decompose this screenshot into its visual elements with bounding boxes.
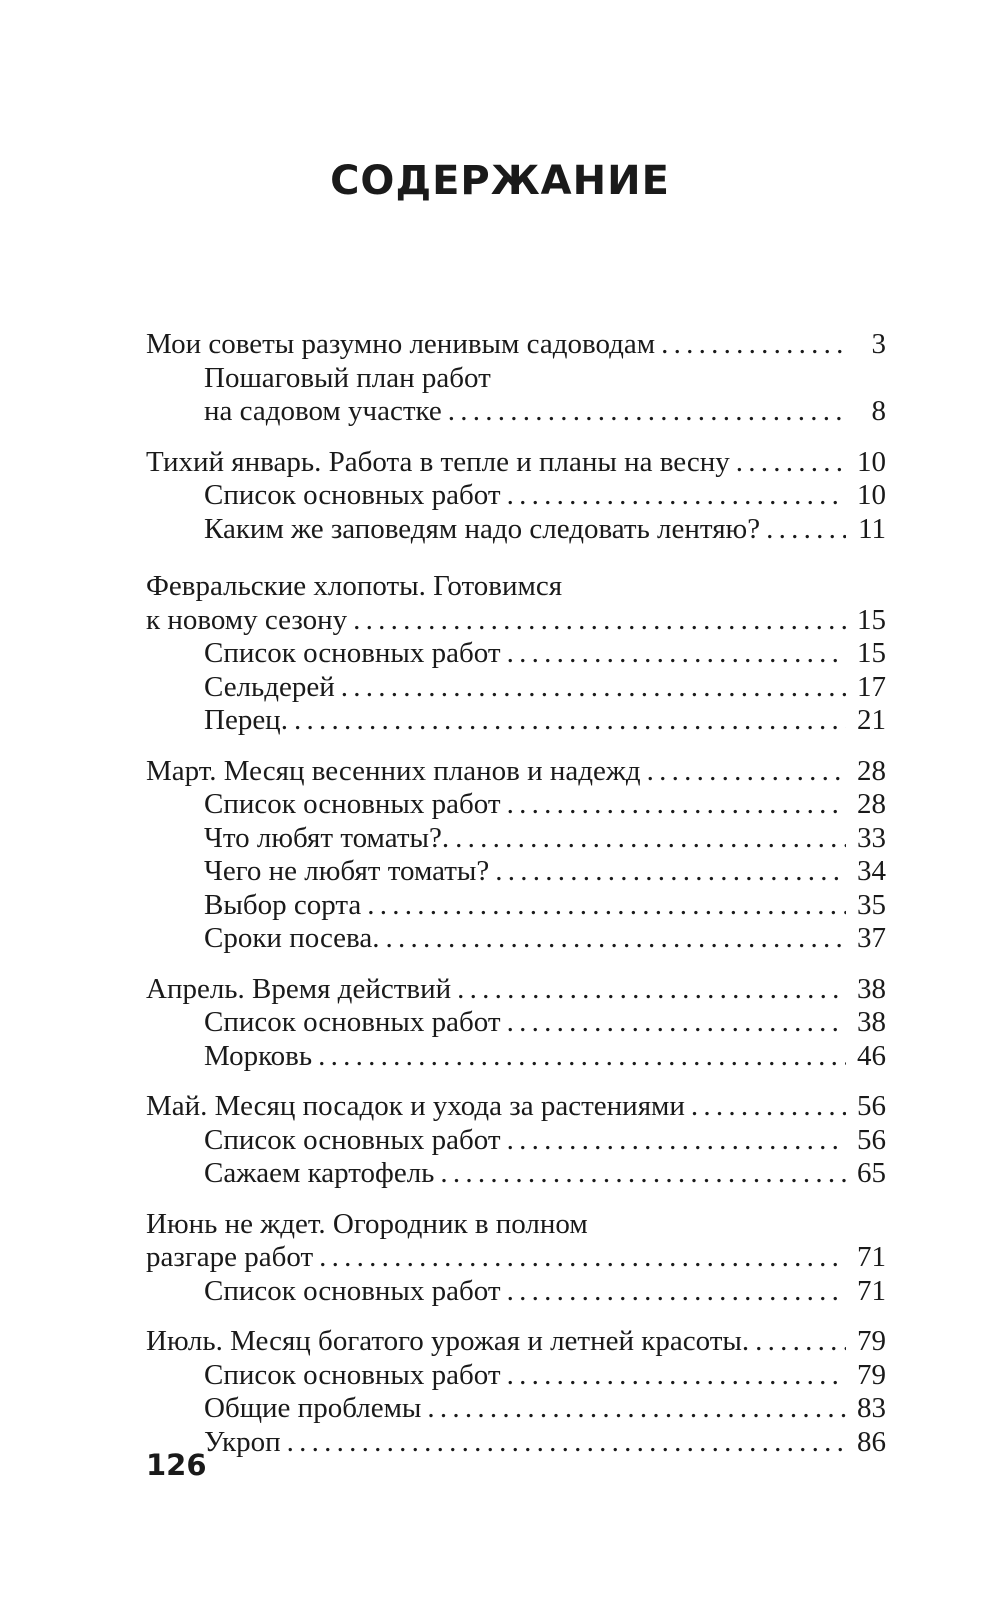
toc-entry-title: Каким же заповедям надо следовать лентяю? xyxy=(204,512,761,545)
dot-leader xyxy=(319,1241,846,1275)
toc-entry xyxy=(146,1090,886,1124)
toc-page-number: 38 xyxy=(857,972,886,1005)
toc-entry-title: Список основных работ xyxy=(204,1358,501,1391)
dot-leader xyxy=(455,822,846,856)
toc-page-number: 17 xyxy=(857,670,886,703)
toc-page-number: 65 xyxy=(857,1157,886,1189)
toc-page-number: 15 xyxy=(857,637,886,669)
toc-entry xyxy=(146,328,886,362)
toc-page-number: 56 xyxy=(857,1123,886,1156)
toc-page-number: 3 xyxy=(871,328,886,360)
toc-entry-title: Морковь xyxy=(204,1039,313,1072)
toc-section xyxy=(146,328,886,429)
toc-page-number: 37 xyxy=(857,922,886,954)
dot-leader xyxy=(661,328,846,362)
toc-entry-title: Апрель. Время действий xyxy=(146,972,452,1005)
toc-subentry xyxy=(146,889,886,923)
toc-entry-title: Укроп xyxy=(204,1425,281,1458)
toc-subentry xyxy=(146,671,886,705)
toc-page-number: 38 xyxy=(857,1006,886,1038)
toc-page-number: 83 xyxy=(857,1392,886,1424)
dot-leader xyxy=(736,446,846,480)
toc-subentry xyxy=(146,704,886,738)
dot-leader xyxy=(367,889,846,923)
toc-subentry xyxy=(146,1392,886,1426)
page-number: 126 xyxy=(146,1448,207,1482)
toc-page-number: 10 xyxy=(857,445,886,478)
toc-page-number: 21 xyxy=(857,704,886,736)
toc-page-number: 35 xyxy=(857,888,886,921)
toc-entry-title: Список основных работ xyxy=(204,479,501,511)
toc-entry xyxy=(146,446,886,480)
toc-entry-title: Мои советы разумно ленивым садоводам xyxy=(146,328,656,360)
toc-entry xyxy=(146,604,886,638)
toc-entry-title: Сельдерей xyxy=(204,670,335,703)
toc-entry-title: Список основных работ xyxy=(204,1006,501,1038)
toc-entry-title: разгаре работ xyxy=(146,1241,314,1273)
toc-entry-title-line: Пошаговый план работ xyxy=(204,361,491,394)
toc-page-number: 56 xyxy=(857,1090,886,1122)
toc-entry-title: на садовом участке xyxy=(204,395,442,427)
dot-leader xyxy=(495,855,846,889)
toc-page-number: 33 xyxy=(857,821,886,854)
toc-page-number: 71 xyxy=(857,1274,886,1307)
toc-entry-title: Что любят томаты?. xyxy=(204,821,450,854)
toc-subentry xyxy=(146,1040,886,1074)
toc-entry-title-line: Февральские хлопоты. Готовимся xyxy=(146,570,563,602)
toc-entry-title: Март. Месяц весенних планов и надежд xyxy=(146,754,641,787)
dot-leader xyxy=(507,479,846,513)
toc-section xyxy=(146,1208,886,1309)
toc-section xyxy=(146,446,886,547)
dot-leader xyxy=(353,604,846,638)
toc-subentry xyxy=(146,479,886,513)
toc-entry-title: Перец. xyxy=(204,704,288,736)
toc-page-number: 8 xyxy=(871,395,886,427)
toc-entry-title: Тихий январь. Работа в тепле и планы на весну xyxy=(146,445,730,478)
toc-subentry xyxy=(146,637,886,671)
toc-entry-title: Список основных работ xyxy=(204,1274,501,1307)
toc-entry-title: Список основных работ xyxy=(204,637,501,669)
toc-subentry xyxy=(146,513,886,547)
toc-entry-title: Сажаем картофель xyxy=(204,1157,435,1189)
toc-page-number: 86 xyxy=(857,1425,886,1458)
dot-leader xyxy=(287,1426,846,1460)
toc-entry-title: Выбор сорта xyxy=(204,888,362,921)
dot-leader xyxy=(318,1040,846,1074)
toc-entry xyxy=(146,1241,886,1275)
toc-section xyxy=(146,570,886,738)
dot-leader xyxy=(755,1325,846,1359)
toc-entry xyxy=(146,755,886,789)
dot-leader xyxy=(507,1275,846,1309)
toc-page-number: 10 xyxy=(857,479,886,511)
dot-leader xyxy=(647,755,846,789)
dot-leader xyxy=(691,1090,846,1124)
toc-section xyxy=(146,755,886,956)
dot-leader xyxy=(457,973,846,1007)
toc-subentry xyxy=(146,822,886,856)
dot-leader xyxy=(440,1157,846,1191)
dot-leader xyxy=(385,922,846,956)
toc-page-number: 71 xyxy=(857,1241,886,1273)
toc-entry-title: Июль. Месяц богатого урожая и летней красоты. xyxy=(146,1325,750,1357)
toc-entry-title: Май. Месяц посадок и ухода за растениями xyxy=(146,1090,685,1122)
toc-page-number: 28 xyxy=(857,754,886,787)
toc-subentry xyxy=(146,1275,886,1309)
toc-subentry xyxy=(146,855,886,889)
table-of-contents xyxy=(146,328,886,1476)
toc-subentry xyxy=(146,1359,886,1393)
dot-leader xyxy=(427,1392,846,1426)
toc-page-number: 46 xyxy=(857,1039,886,1072)
dot-leader xyxy=(448,395,846,429)
toc-entry xyxy=(146,973,886,1007)
toc-entry-title: к новому сезону xyxy=(146,603,348,636)
dot-leader xyxy=(294,704,846,738)
toc-subentry xyxy=(146,788,886,822)
dot-leader xyxy=(766,513,846,547)
toc-page-number: 34 xyxy=(857,855,886,887)
toc-entry-title: Сроки посева. xyxy=(204,922,380,954)
toc-page-number: 11 xyxy=(858,512,886,545)
toc-subentry xyxy=(146,395,886,429)
toc-entry-title: Чего не любят томаты? xyxy=(204,855,490,887)
toc-subentry xyxy=(146,922,886,956)
toc-entry xyxy=(146,1325,886,1359)
toc-page-number: 79 xyxy=(857,1358,886,1391)
toc-subentry xyxy=(146,1426,886,1460)
toc-entry-title: Список основных работ xyxy=(204,788,501,820)
dot-leader xyxy=(341,671,846,705)
toc-entry-title: Список основных работ xyxy=(204,1123,501,1156)
toc-page-number: 79 xyxy=(857,1325,886,1357)
toc-subentry xyxy=(146,1006,886,1040)
toc-section xyxy=(146,973,886,1074)
toc-entry-title: Общие проблемы xyxy=(204,1392,422,1424)
toc-page-number: 28 xyxy=(857,788,886,820)
dot-leader xyxy=(507,637,846,671)
toc-section xyxy=(146,1090,886,1191)
toc-entry-title-line: Июнь не ждет. Огородник в полном xyxy=(146,1207,588,1240)
dot-leader xyxy=(507,1124,846,1158)
page-title: СОДЕРЖАНИЕ xyxy=(330,158,670,204)
toc-section xyxy=(146,1325,886,1459)
toc-page-number: 15 xyxy=(857,603,886,636)
dot-leader xyxy=(507,1006,846,1040)
toc-subentry xyxy=(146,1157,886,1191)
dot-leader xyxy=(507,788,846,822)
toc-subentry xyxy=(146,1124,886,1158)
dot-leader xyxy=(507,1359,846,1393)
